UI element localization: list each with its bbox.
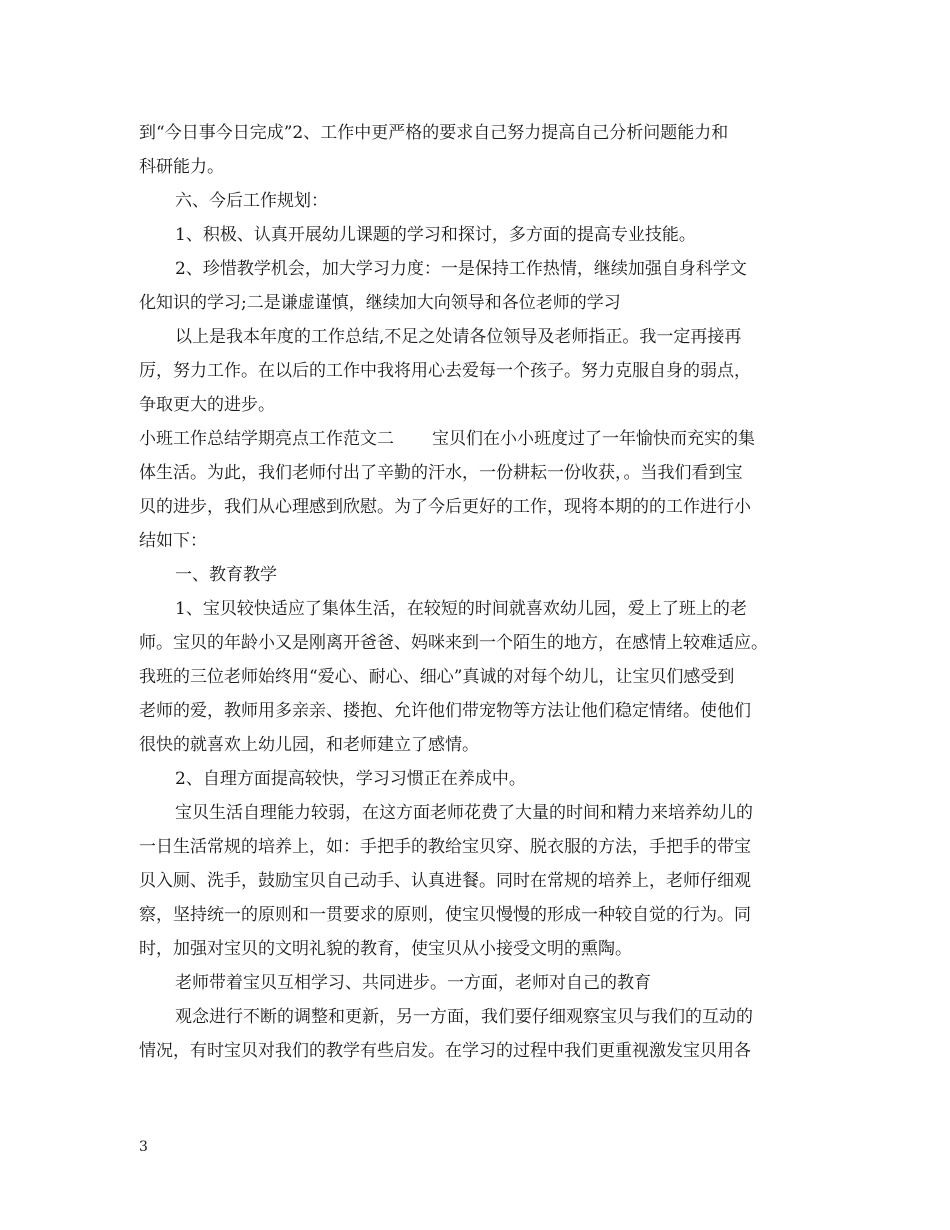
text-line: 师。宝贝的年龄小又是刚离开爸爸、妈咪来到一个陌生的地方，在感情上较难适应。 [139, 633, 768, 653]
section-title-line [139, 422, 819, 456]
text-line: 老师的爱，教师用多亲亲、搂抱、允许他们带宠物等方法让他们稳定情绪。使他们 [139, 701, 751, 721]
text-line: 宝贝生活自理能力较弱，在这方面老师花费了大量的时间和精力来培养幼儿的 [175, 803, 753, 823]
section-title-continuation: 宝贝们在小小班度过了一年愉快而充实的集 [432, 429, 755, 449]
text-line: 贝入厕、洗手，鼓励宝贝自己动手、认真进餐。同时在常规的培养上，老师仔细观 [139, 871, 751, 891]
text-line: 老师带着宝贝互相学习、共同进步。一方面，老师对自己的教育 [175, 973, 651, 993]
text-line: 到“今日事今日完成”2、工作中更严格的要求自己努力提高自己分析问题能力和 [139, 123, 729, 143]
text-line: 1、宝贝较快适应了集体生活，在较短的时间就喜欢幼儿园，爱上了班上的老 [175, 599, 747, 619]
text-line: 体生活。为此，我们老师付出了辛勤的汗水，一份耕耘一份收获，。当我们看到宝 [139, 463, 743, 483]
paragraph-block-1 [139, 116, 819, 422]
text-line: 1、积极、认真开展幼儿课题的学习和探讨，多方面的提高专业技能。 [175, 225, 696, 245]
paragraph-block-2 [139, 456, 819, 1068]
text-line: 情况，有时宝贝对我们的教学有些启发。在学习的过程中我们更重视激发宝贝用各 [139, 1041, 751, 1061]
section-title: 小班工作总结学期亮点工作范文二 [139, 429, 394, 449]
text-line: 察，坚持统一的原则和一贯要求的原则，使宝贝慢慢的形成一种较自觉的行为。同 [139, 905, 751, 925]
text-line: 一、教育教学 [175, 565, 277, 585]
text-line: 我班的三位老师始终用“爱心、耐心、细心”真诚的对每个幼儿，让宝贝们感受到 [139, 667, 735, 687]
text-line: 2、珍惜教学机会，加大学习力度：一是保持工作热情，继续加强自身科学文 [175, 259, 747, 279]
text-line: 化知识的学习;二是谦虚谨慎，继续加大向领导和各位老师的学习 [139, 293, 621, 313]
text-line: 以上是我本年度的工作总结,不足之处请各位领导及老师指正。我一定再接再 [175, 327, 742, 347]
text-line: 争取更大的进步。 [139, 395, 275, 415]
text-line: 观念进行不断的调整和更新，另一方面，我们要仔细观察宝贝与我们的互动的 [175, 1007, 753, 1027]
text-line: 六、今后工作规划： [175, 191, 328, 211]
text-line: 很快的就喜欢上幼儿园，和老师建立了感情。 [139, 735, 479, 755]
body-text [139, 116, 819, 1068]
text-line: 一日生活常规的培养上，如：手把手的教给宝贝穿、脱衣服的方法，手把手的带宝 [139, 837, 751, 857]
text-line: 2、自理方面提高较快，学习习惯正在养成中。 [175, 769, 526, 789]
text-line: 贝的进步，我们从心理感到欣慰。为了今后更好的工作，现将本期的的工作进行小 [139, 497, 751, 517]
page-number: 3 [139, 1139, 148, 1155]
text-line: 厉，努力工作。在以后的工作中我将用心去爱每一个孩子。努力克服自身的弱点， [139, 361, 751, 381]
text-line: 时，加强对宝贝的文明礼貌的教育，使宝贝从小接受文明的熏陶。 [139, 939, 632, 959]
text-line: 结如下： [139, 531, 207, 551]
text-line: 科研能力。 [139, 157, 224, 177]
